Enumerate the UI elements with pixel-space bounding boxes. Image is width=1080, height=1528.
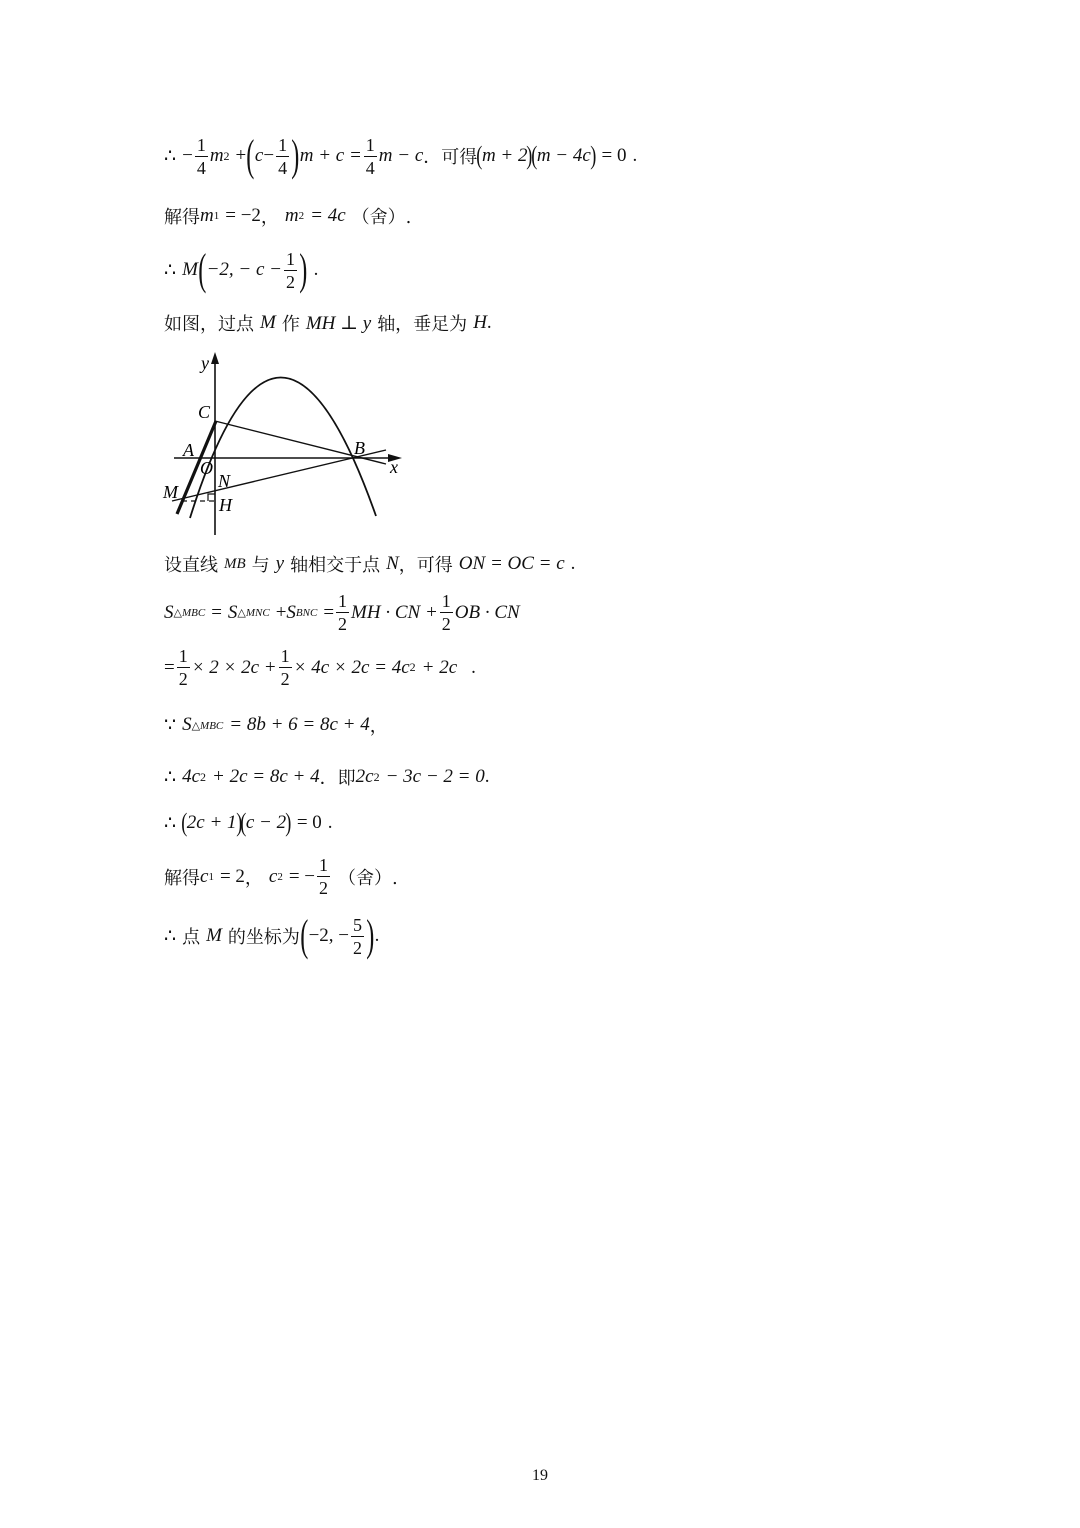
var-S: S <box>286 601 296 623</box>
fraction: $\frac{1}{4}$ <box>196 134 206 178</box>
subscript: △MBC <box>191 719 224 732</box>
period: . <box>632 145 638 166</box>
expression: m − c <box>378 145 424 166</box>
point-M: M <box>260 312 276 333</box>
period: . <box>374 925 380 946</box>
value: = 2 <box>219 865 245 887</box>
exponent: 2 <box>409 660 416 674</box>
expression: MH · CN + <box>351 601 438 623</box>
var-y: y <box>275 553 285 574</box>
expression: 2c <box>355 766 374 787</box>
text-chinese: 与 <box>251 555 270 576</box>
text-chinese: 轴，垂足为 <box>377 314 468 335</box>
fraction: $\frac{1}{4}$ <box>365 134 375 178</box>
paren-open: ( <box>246 131 255 180</box>
note: （舍）. <box>338 867 398 889</box>
text-chinese: 设直线 <box>164 555 218 576</box>
label-H: H <box>219 495 232 515</box>
equation-line-2 <box>164 203 411 229</box>
equals: = <box>323 601 335 623</box>
equation-line-3: ∴ M ( −2, − c − $\frac{1}{2}$ ) . <box>164 245 319 294</box>
label-B: B <box>354 438 365 458</box>
subscript: 2 <box>298 210 305 222</box>
fraction: $\frac{1}{2}$ <box>285 248 295 292</box>
text-line-5 <box>164 551 575 577</box>
plus-sign: + <box>275 601 287 623</box>
equation-line-7 <box>164 647 476 688</box>
text-chinese: 如图，过点 <box>164 314 254 335</box>
equation-line-11 <box>164 856 398 897</box>
var-m: m <box>200 205 214 226</box>
text-chinese: 解得 <box>164 207 200 228</box>
point-M: M <box>206 925 222 946</box>
exponent: 2 <box>200 769 207 784</box>
text-chinese: 点 <box>182 927 201 948</box>
therefore-symbol: ∴ <box>164 766 177 788</box>
equation-line-1: ∴ − $\frac{1}{4}$ m 2 + ( c − $\frac{1}{4}$ ) m + c = $\frac{1}{4}$ m − c ．可得 ( m + 2 ) ( m − 4c ) = 0 . <box>164 131 638 180</box>
var-S: S <box>182 714 192 735</box>
comma: ， <box>260 207 279 228</box>
equation-line-10: ∴ ( 2c + 1 ) ( c − 2 ) = 0 . <box>164 808 333 837</box>
text-chinese: 解得 <box>164 867 200 889</box>
label-N: N <box>218 471 231 491</box>
because-symbol: ∵ <box>164 714 177 736</box>
expression: × 4c × 2c = 4c <box>293 656 410 678</box>
expression: + 2c <box>421 656 458 678</box>
expression: m + c = <box>299 145 362 166</box>
text-chinese: ．即 <box>319 768 356 789</box>
text-chinese: ．可得 <box>423 147 478 168</box>
equation-line-9 <box>164 764 489 790</box>
note: （舍）. <box>351 207 412 228</box>
period: . <box>484 766 490 787</box>
factor: 2c + 1 <box>186 812 237 833</box>
text-chinese: 作 <box>281 314 300 335</box>
factor: c − 2 <box>245 812 287 833</box>
value: = 4c <box>310 205 346 226</box>
period: . <box>570 553 576 574</box>
therefore-symbol: ∴ <box>164 145 177 167</box>
text-chinese: 轴相交于点 <box>290 555 381 576</box>
comma: ， <box>369 716 388 737</box>
comma: ， <box>244 867 263 889</box>
point-H: H <box>473 312 487 333</box>
right-angle-mark <box>208 494 215 501</box>
label-x: x <box>390 457 398 477</box>
subscript: BNC <box>295 606 318 619</box>
expression: = 8b + 6 = 8c + 4 <box>229 714 370 735</box>
factor: m + 2 <box>481 145 528 166</box>
point-M: M <box>182 259 198 280</box>
expression: ON = OC = c <box>458 553 565 574</box>
point-N: N <box>386 553 399 574</box>
y-axis-arrow <box>211 352 219 364</box>
period: . <box>327 812 333 833</box>
fraction: $\frac{1}{2}$ <box>338 591 348 634</box>
therefore-symbol: ∴ <box>164 925 177 947</box>
exponent: 2 <box>373 769 380 784</box>
period: . <box>486 312 492 333</box>
minus-sign: − <box>263 145 275 166</box>
var-m: m <box>284 205 299 226</box>
plus-sign: + <box>235 145 247 166</box>
subscript: 2 <box>277 870 283 883</box>
line-name: MB <box>224 555 246 572</box>
fraction: $\frac{1}{2}$ <box>441 591 451 634</box>
expression: MH ⊥ y <box>305 312 372 334</box>
fraction: $\frac{1}{2}$ <box>178 646 188 689</box>
fraction: $\frac{1}{2}$ <box>319 855 329 898</box>
expression: 4c <box>182 766 201 787</box>
var-m: m <box>209 145 224 166</box>
var-S: S <box>164 601 174 623</box>
subscript: △MBC <box>173 607 206 619</box>
equation-line-6 <box>164 592 520 633</box>
minus-sign: − <box>182 145 193 166</box>
equals: = <box>211 601 222 623</box>
fraction: $\frac{1}{2}$ <box>280 646 290 689</box>
therefore-symbol: ∴ <box>164 812 177 834</box>
equals: = <box>164 656 175 678</box>
fraction: $\frac{5}{2}$ <box>353 914 363 958</box>
expression: OB · CN <box>454 601 520 623</box>
parabola-figure <box>160 350 410 540</box>
paren-close: ) <box>291 131 300 180</box>
expression: −2, − <box>308 925 350 946</box>
page-number: 19 <box>532 1467 548 1484</box>
expression: −2, − c − <box>206 259 282 280</box>
label-C: C <box>198 402 211 422</box>
var-c: c <box>254 145 264 166</box>
expression: × 2 × 2c + <box>191 656 277 678</box>
text-chinese: ，可得 <box>398 555 453 576</box>
equals-zero: = 0 <box>601 145 627 166</box>
value: = −2 <box>225 205 261 226</box>
subscript: 1 <box>213 210 220 222</box>
text-chinese: 的坐标为 <box>227 927 300 948</box>
text-line-4 <box>164 310 492 336</box>
expression: + 2c = 8c + 4 <box>212 766 320 787</box>
label-A: A <box>183 440 194 460</box>
period: . <box>313 259 319 280</box>
var-S: S <box>227 601 238 623</box>
label-O: O <box>200 458 213 478</box>
var-c: c <box>200 865 209 887</box>
factor: m − 4c <box>536 145 591 166</box>
value: = − <box>288 865 316 887</box>
label-M: M <box>163 482 178 502</box>
subscript: 1 <box>208 870 214 883</box>
equation-line-12: ∴ 点 M 的坐标为 ( −2, − $\frac{5}{2}$ ) . <box>164 911 380 960</box>
equals-zero: = 0 <box>296 812 322 833</box>
parabola-curve <box>190 377 376 518</box>
equation-line-8 <box>164 712 388 738</box>
therefore-symbol: ∴ <box>164 259 177 281</box>
var-c: c <box>268 865 278 887</box>
subscript: △MNC <box>237 607 270 619</box>
label-y: y <box>201 353 209 373</box>
exponent: 2 <box>223 148 230 163</box>
period: . <box>471 656 476 678</box>
expression: − 3c − 2 = 0 <box>385 766 485 787</box>
fraction: $\frac{1}{4}$ <box>278 134 288 178</box>
